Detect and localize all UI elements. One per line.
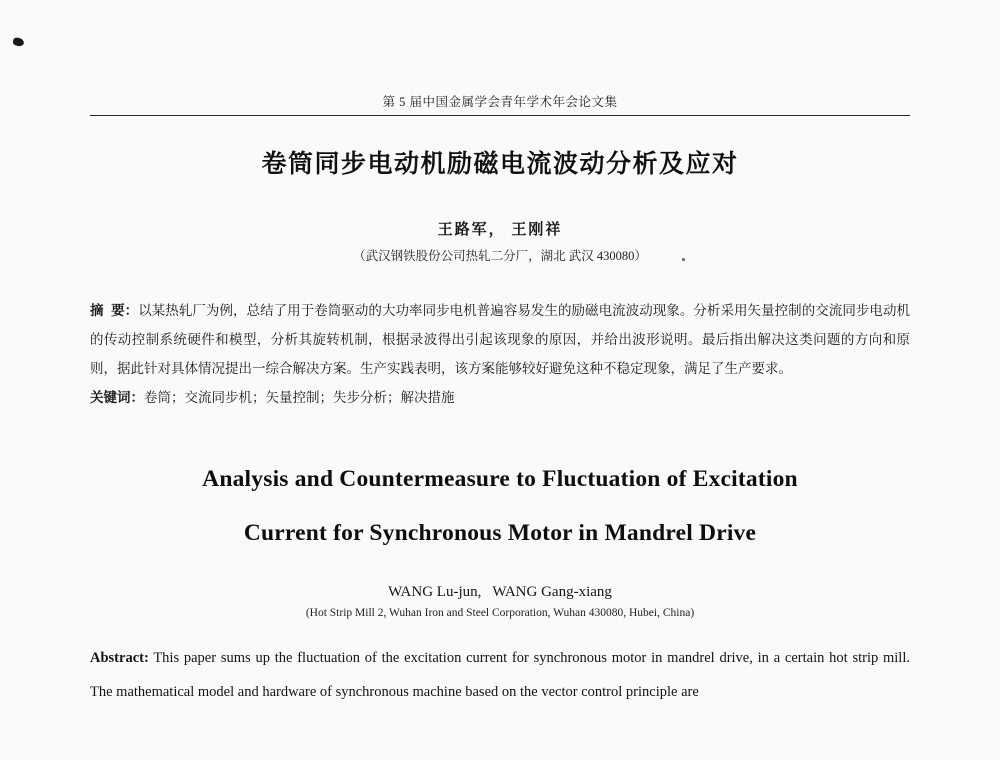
abstract-en-text: This paper sums up the fluctuation of the excitation current for synchronous motor in mandrel drive, in a certain hot strip mill. The mathematical model and hardware of synchronous machine based on the vector control principle are (90, 650, 910, 700)
paper-title-en (90, 452, 910, 560)
keywords-zh (90, 383, 910, 412)
affiliation-en: (Hot Strip Mill 2, Wuhan Iron and Steel Corporation, Wuhan 430080, Hubei, China) (305, 607, 695, 619)
header-rule (90, 115, 910, 116)
abstract-en-label: Abstract: (90, 650, 149, 666)
abstract-zh-text: 以某热轧厂为例，总结了用于卷筒驱动的大功率同步电机普遍容易发生的励磁电流波动现象。分析采用矢量控制的交流同步电动机的传动控制系统硬件和模型，分析其旋转机制，根据录波得出引起该现象的原因，并给出波形说明。最后指出解决这类问题的方向和原则，据此针对具体情况提出一综合解决方案。生产实践表明，该方案能够较好避免这种不稳定现象，满足了生产要求。 (90, 303, 910, 376)
authors-en: WANG Lu-jun, WANG Gang-xiang (388, 584, 612, 600)
keywords-zh-label: 关键词： (90, 390, 144, 405)
abstract-zh-label: 摘 要： (90, 303, 139, 318)
abstract-zh (90, 296, 910, 383)
affiliation-zh: （武汉钢铁股份公司热轧二分厂，湖北 武汉 430080） (353, 249, 647, 263)
abstract-en (90, 641, 910, 709)
paper-title-en-line2: Current for Synchronous Motor in Mandrel Drive (243, 520, 757, 546)
scan-artifact (682, 258, 685, 261)
paper-title-en-line1: Analysis and Countermeasure to Fluctuation of Excitation (202, 466, 798, 492)
proceedings-title: 第 5 届中国金属学会青年学术年会论文集 (382, 95, 618, 109)
paper-title-zh: 卷筒同步电动机励磁电流波动分析及应对 (261, 150, 739, 178)
keywords-zh-text: 卷筒；交流同步机；矢量控制；失步分析；解决措施 (144, 390, 455, 405)
authors-zh: 王路军， 王刚祥 (437, 222, 563, 238)
